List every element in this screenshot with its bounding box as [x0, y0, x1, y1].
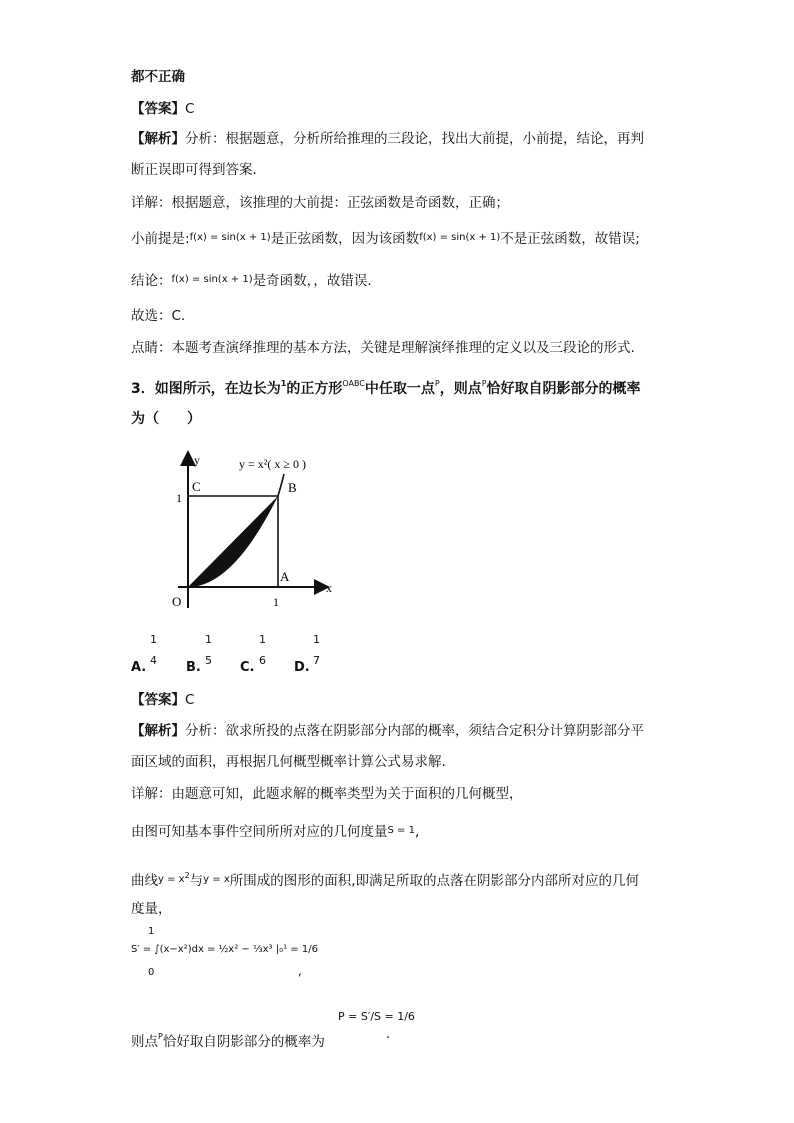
question-text: 中任取一点 [364, 381, 435, 397]
inline-math: OABC [342, 379, 365, 388]
question-text: 3．如图所示，在边长为 [131, 381, 281, 397]
inline-math-sup: 2 [184, 871, 190, 880]
inline-math: P [158, 1032, 163, 1041]
minor-premise-label: 小前提是: [131, 231, 190, 247]
fraction-numerator: 1 [205, 633, 212, 646]
analysis-line-2: 断正误即可得到答案. [131, 162, 257, 178]
inline-math: y = x [158, 874, 185, 885]
inline-math: P [434, 379, 440, 388]
option-d-fraction [313, 634, 320, 667]
square-parabola-figure [160, 448, 340, 618]
option-b-fraction [205, 634, 212, 667]
point-b-label: B [288, 480, 297, 495]
conclusion-text: 是奇函数，，故错误. [252, 273, 372, 289]
question-3-line-1 [131, 374, 641, 399]
analysis2-line-2: 面区域的面积，再根据几何概型概率计算公式易求解. [131, 754, 446, 770]
option-letter: C. [240, 660, 255, 675]
probability-formula: P = S′/S = 1/6 [338, 1010, 415, 1023]
integral-upper-limit: 1 [148, 926, 155, 937]
origin-label: O [172, 594, 182, 609]
point-a-label: A [280, 569, 290, 584]
answer-value: C [185, 101, 195, 117]
analysis-line-1 [131, 129, 644, 149]
parabola-curve [278, 474, 284, 496]
option-d [294, 632, 310, 675]
option-c [240, 632, 255, 675]
analysis-text: 所围成的图形的面积,即满足所取的点落在阴影部分内部所对应的几何 [229, 873, 640, 889]
function-formula: f(x) = sin(x + 1) [419, 232, 501, 243]
analysis-bracket: 【解析】 [131, 131, 185, 147]
option-c-fraction [259, 634, 266, 667]
inline-math: y = x [203, 874, 230, 885]
conclusion-line [131, 270, 372, 291]
x-tick-label: 1 [273, 595, 279, 609]
analysis-text: 则点 [131, 1034, 158, 1050]
shaded-region [188, 496, 278, 587]
answer-value: C [185, 692, 195, 708]
analysis-text: , [414, 824, 420, 840]
detail-line-1: 详解：根据题意，该推理的大前提：正弦函数是奇函数，正确； [131, 195, 509, 211]
question-3-line-2: 为（ ） [131, 411, 201, 427]
curve-label: y = x²( x ≥ 0 ) [239, 457, 306, 471]
option-a [131, 632, 147, 675]
fraction-denominator: 4 [150, 654, 157, 667]
function-formula: f(x) = sin(x + 1) [171, 274, 253, 285]
minor-premise-line [131, 228, 640, 249]
answer-line-1 [131, 99, 194, 119]
minor-premise-text: 是正弦函数，因为该函数 [270, 231, 420, 247]
option-letter: D. [294, 660, 310, 675]
analysis-text: 分析：根据题意，分析所给推理的三段论，找出大前提，小前提，结论，再判 [185, 131, 644, 147]
minor-premise-conclusion: 不是正弦函数，故错误; [500, 231, 640, 247]
analysis2-line-6: 度量， [131, 901, 172, 917]
analysis-bracket: 【解析】 [131, 723, 185, 739]
inline-math: P [481, 379, 487, 388]
option-letter: A. [131, 660, 147, 675]
inline-math: S = 1 [387, 825, 415, 836]
final-period: . [386, 1027, 391, 1042]
fraction-numerator: 1 [150, 633, 157, 646]
function-formula: f(x) = sin(x + 1) [189, 232, 271, 243]
fraction-denominator: 7 [313, 654, 320, 667]
integral-comma: , [298, 964, 302, 978]
option-letter: B. [186, 660, 201, 675]
option-b [186, 632, 201, 675]
prev-option-d-text: 都不正确 [131, 69, 185, 85]
fraction-denominator: 5 [205, 654, 212, 667]
analysis2-line-1 [131, 721, 644, 741]
question-text: 的正方形 [286, 381, 343, 397]
y-axis-label: y [194, 453, 200, 467]
analysis-text: 曲线 [131, 873, 158, 889]
point-c-label: C [192, 479, 201, 494]
choose-line: 故选：C. [131, 308, 186, 324]
x-axis-label: x [326, 581, 332, 595]
integral-formula: S′ = ∫(x−x²)dx = ½x² − ⅓x³ |₀¹ = 1/6 [131, 944, 318, 955]
answer-bracket: 【答案】 [131, 692, 185, 708]
fraction-numerator: 1 [259, 633, 266, 646]
y-tick-label: 1 [176, 491, 182, 505]
analysis2-line-5 [131, 866, 639, 891]
analysis-text: 分析：欲求所投的点落在阴影部分内部的概率，须结合定积分计算阴影部分平 [185, 723, 644, 739]
fraction-denominator: 6 [259, 654, 266, 667]
analysis-text: 恰好取自阴影部分的概率为 [162, 1034, 325, 1050]
conclusion-label: 结论： [131, 273, 172, 289]
analysis2-line-3: 详解：由题意可知，此题求解的概率类型为关于面积的几何概型， [131, 786, 523, 802]
final-probability-line [131, 1027, 325, 1052]
answer-line-2 [131, 690, 194, 710]
inline-math: 1 [280, 379, 287, 388]
integral-lower-limit: 0 [148, 967, 155, 978]
analysis-text: 与 [189, 873, 204, 889]
analysis-text: 由图可知基本事件空间所所对应的几何度量 [131, 824, 388, 840]
question-text: ，则点 [439, 381, 482, 397]
question-text: 恰好取自阴影部分的概率 [486, 381, 641, 397]
answer-bracket: 【答案】 [131, 101, 185, 117]
analysis2-line-4 [131, 821, 419, 842]
fraction-numerator: 1 [313, 633, 320, 646]
option-a-fraction [150, 634, 157, 667]
remark-line: 点睛：本题考查演绎推理的基本方法，关键是理解演绎推理的定义以及三段论的形式. [131, 340, 635, 356]
